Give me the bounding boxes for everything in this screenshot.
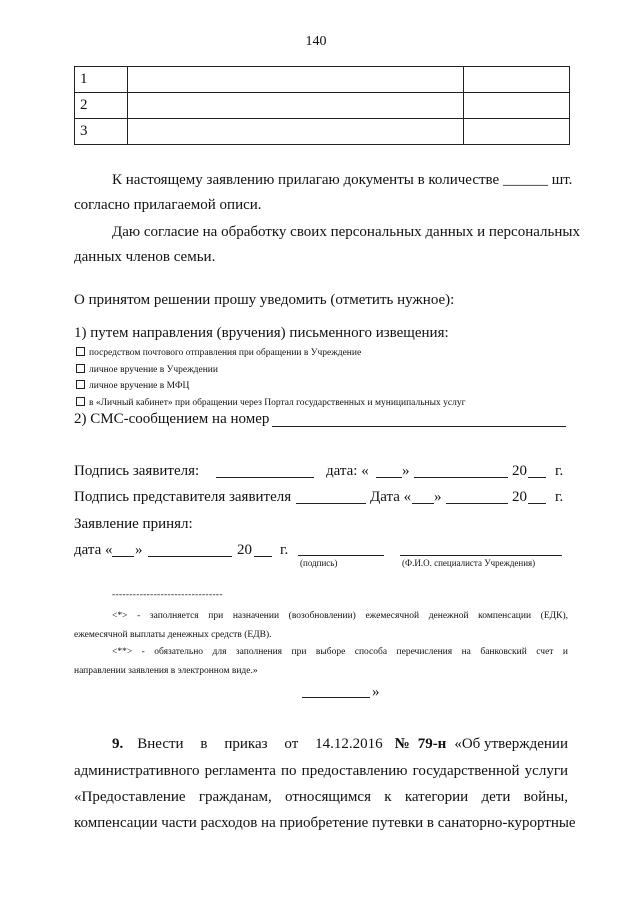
table-row <box>75 67 570 93</box>
received-date-label: дата « <box>74 542 113 558</box>
representative-signature-label: Подпись представителя заявителя <box>74 489 292 505</box>
phone-number-line[interactable] <box>272 426 566 427</box>
notify-title: О принятом решении прошу уведомить (отметить нужное): <box>74 292 455 308</box>
table-cell <box>464 67 570 93</box>
quote-open: « <box>361 463 369 479</box>
option-2-label: 2) СМС-сообщением на номер <box>74 411 270 427</box>
table-cell <box>464 93 570 119</box>
page-number: 140 <box>305 34 327 49</box>
attach-line-1 <box>112 172 572 189</box>
attach-unit: шт. <box>551 172 573 188</box>
representative-month-line[interactable] <box>446 503 508 504</box>
row-number: 1 <box>75 67 128 93</box>
checkbox-label: личное вручение в Учреждении <box>89 365 218 375</box>
item-9-line-4: компенсации части расходов на приобретение путевки в санаторно-курортные <box>74 815 576 831</box>
closing-quote: » <box>372 684 380 700</box>
item-9-text: Внести в приказ от 14.12.2016 <box>137 736 383 752</box>
quote-close: » <box>434 489 442 505</box>
consent-line-1: Даю согласие на обработку своих персональных данных и персональных <box>112 224 580 240</box>
items-table <box>74 66 570 145</box>
item-9-text: «Об утверждении <box>454 736 568 752</box>
closing-line <box>302 697 370 698</box>
year-prefix: 20 <box>237 542 252 558</box>
quote-close: » <box>135 542 143 558</box>
received-label: Заявление принял: <box>74 516 193 532</box>
consent-line-2: данных членов семьи. <box>74 249 216 265</box>
year-prefix: 20 <box>512 463 527 479</box>
attach-blank: ______ <box>502 172 548 188</box>
checkbox-label: личное вручение в МФЦ <box>89 381 190 391</box>
table-cell <box>127 67 464 93</box>
footnote-1-line-1: <*> - заполняется при назначении (возобновлении) ежемесячной денежной компенсации (ЕДК), <box>112 611 568 621</box>
table-row <box>75 119 570 145</box>
checkbox-option[interactable] <box>76 347 361 358</box>
footnote-2-line-1: <**> - обязательно для заполнения при выборе способа перечисления на банковский счет и <box>112 647 568 657</box>
item-9-line-2: административного регламента по предоставлению государственной услуги <box>74 763 568 779</box>
number-sign: № <box>394 736 410 752</box>
checkbox-option[interactable] <box>76 380 189 391</box>
fio-caption: (Ф.И.О. специалиста Учреждения) <box>402 558 536 568</box>
representative-signature-line[interactable] <box>296 503 366 504</box>
footnote-1-line-2: ежемесячной выплаты денежных средств (ЕДВ). <box>74 630 272 640</box>
table-cell <box>464 119 570 145</box>
table-cell <box>127 93 464 119</box>
table-row <box>75 93 570 119</box>
order-number: 79-н <box>417 736 447 752</box>
date-label: дата: <box>326 463 358 479</box>
representative-date-label: Дата « <box>370 489 412 505</box>
option-1-title: 1) путем направления (вручения) письменного извещения: <box>74 325 449 341</box>
year-prefix: 20 <box>512 489 527 505</box>
option-2 <box>74 411 269 428</box>
applicant-signature-line[interactable] <box>216 477 314 478</box>
applicant-day-line[interactable] <box>376 477 402 478</box>
checkbox-option[interactable] <box>76 364 218 375</box>
item-number: 9. <box>112 736 124 752</box>
specialist-fio-line[interactable] <box>400 555 562 556</box>
item-9-line-3: «Предоставление гражданам, относящимся к категории дети войны, <box>74 789 568 805</box>
quote-close: » <box>402 463 410 479</box>
item-9-line-1 <box>112 736 568 753</box>
representative-year-line[interactable] <box>528 503 546 504</box>
applicant-signature-label: Подпись заявителя: <box>74 463 200 479</box>
checkbox-option[interactable] <box>76 397 466 408</box>
signature-caption: (подпись) <box>300 558 338 568</box>
checkbox-label: в «Личный кабинет» при обращении через Портал государственных и муниципальных услуг <box>89 398 466 408</box>
row-number: 3 <box>75 119 128 145</box>
checkbox[interactable] <box>76 364 85 373</box>
footnote-rule: -------------------------------- <box>112 590 223 600</box>
received-signature-line[interactable] <box>298 555 384 556</box>
year-suffix: г. <box>555 489 564 505</box>
representative-day-line[interactable] <box>412 503 434 504</box>
applicant-year-line[interactable] <box>528 477 546 478</box>
attach-text: К настоящему заявлению прилагаю документы в количестве <box>112 172 500 188</box>
checkbox[interactable] <box>76 397 85 406</box>
row-number: 2 <box>75 93 128 119</box>
checkbox[interactable] <box>76 380 85 389</box>
attach-line-2: согласно прилагаемой описи. <box>74 197 262 213</box>
checkbox-label: посредством почтового отправления при обращении в Учреждение <box>89 348 362 358</box>
applicant-date-label <box>326 463 369 480</box>
footnote-2-line-2: направлении заявления в электронном виде.» <box>74 666 258 676</box>
table-cell <box>127 119 464 145</box>
year-suffix: г. <box>555 463 564 479</box>
received-year-line[interactable] <box>254 556 272 557</box>
received-day-line[interactable] <box>112 556 134 557</box>
year-suffix: г. <box>280 542 289 558</box>
applicant-month-line[interactable] <box>414 477 508 478</box>
checkbox[interactable] <box>76 347 85 356</box>
received-month-line[interactable] <box>148 556 232 557</box>
